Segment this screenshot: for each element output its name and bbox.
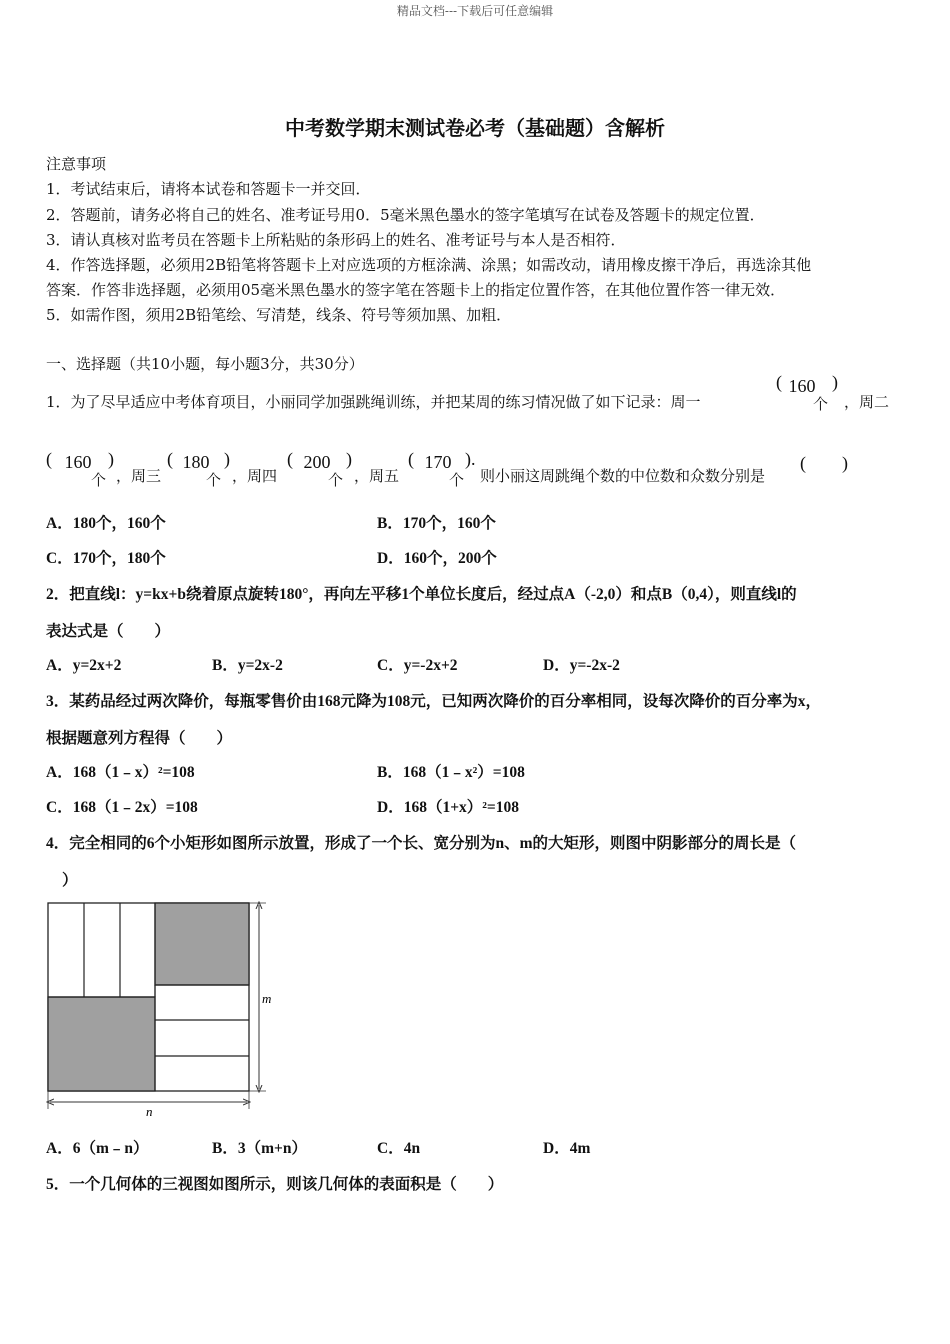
q4-option-b[interactable]: B．3（m+n）: [212, 1140, 307, 1157]
label-m: m: [262, 991, 272, 1006]
q1-thursday-open-paren: (: [287, 449, 293, 469]
notice-item: 1．考试结束后，请将本试卷和答题卡一并交回．: [46, 180, 371, 198]
q1-friday-value: 170: [424, 452, 452, 472]
q4-figure: [40, 895, 280, 1120]
notice-item: 3．请认真核对监考员在答题卡上所粘贴的条形码上的姓名、准考证号与本人是否相符．: [46, 231, 626, 249]
q1-tuesday-value: 160: [64, 452, 92, 472]
q4-option-c[interactable]: C．4n: [377, 1140, 421, 1157]
q1-stem: 1．为了尽早适应中考体育项目，小丽同学加强跳绳训练，并把某周的练习情况做了如下记录：周一: [46, 393, 701, 411]
q2-option-c[interactable]: C．y=-2x+2: [377, 657, 458, 674]
q3-stem-line2: 根据题意列方程得（ ）: [46, 730, 233, 747]
q1-wednesday-label: ，周三: [116, 467, 162, 485]
q1-friday-fraction: [412, 452, 464, 490]
notice-item: 答案．作答非选择题，必须用05毫米黑色墨水的签字笔在答题卡上的指定位置作答，在其他位置作答一律无效．: [46, 281, 786, 299]
q2-option-b[interactable]: B．y=2x-2: [212, 657, 283, 674]
q2-option-d[interactable]: D．y=-2x-2: [543, 657, 620, 674]
q1-answer-blank: ( ): [800, 453, 848, 473]
q1-tuesday-unit: 个: [90, 473, 106, 489]
q1-tuesday-fraction: [50, 452, 106, 490]
q1-wednesday-open-paren: (: [167, 449, 173, 469]
q4-stem-line1: 4．完全相同的6个小矩形如图所示放置，形成了一个长、宽分别为n、m的大矩形，则图中阴影部分的周长是（: [46, 835, 797, 852]
q4-option-d[interactable]: D．4m: [543, 1140, 591, 1157]
notice-item: 4．作答选择题，必须用2B铅笔将答题卡上对应选项的方框涂满、涂黑；如需改动，请用橡皮擦干净后，再选涂其他: [46, 256, 812, 274]
q1-tuesday-open-paren: (: [46, 449, 52, 469]
q1-friday-unit: 个: [448, 473, 464, 489]
q1-wednesday-fraction: [171, 452, 221, 490]
q2-stem-line1: 2．把直线l：y=kx+b绕着原点旋转180°，再向左平移1个单位长度后，经过点A（-2,0）和点B（0,4），则直线l的: [46, 586, 797, 603]
q1-wednesday-close-paren: ): [224, 449, 230, 469]
notice-item: 5．如需作图，须用2B铅笔绘、写清楚，线条、符号等须加黑、加粗．: [46, 306, 512, 324]
q2-stem-line2: 表达式是（ ）: [46, 623, 171, 640]
label-n: n: [146, 1104, 153, 1119]
q3-stem-line1: 3．某药品经过两次降价，每瓶零售价由168元降为108元，已知两次降价的百分率相同，设每次降价的百分率为x，: [46, 693, 822, 710]
notice-item: 2．答题前，请务必将自己的姓名、准考证号用0．5毫米黑色墨水的签字笔填写在试卷及答题卡的规定位置．: [46, 206, 765, 224]
q1-friday-close-paren: ).: [465, 449, 476, 469]
q3-option-b[interactable]: B．168（1﹣x²）=108: [377, 764, 525, 781]
q1-friday-label: ，周五: [354, 467, 400, 485]
q1-monday-close-paren: ): [832, 372, 838, 392]
q1-option-c[interactable]: C．170个，180个: [46, 550, 166, 567]
q1-stem-tuesday: ，周二: [844, 393, 890, 411]
q4-option-a[interactable]: A．6（m﹣n）: [46, 1140, 149, 1157]
shaded-region-top-right: [155, 903, 249, 985]
q1-monday-unit: 个: [812, 397, 828, 413]
q1-thursday-fraction: [291, 452, 343, 490]
q1-monday-fraction: [776, 376, 828, 414]
q1-friday-open-paren: (: [408, 449, 414, 469]
section-title: 一、选择题（共10小题，每小题3分，共30分）: [46, 355, 364, 373]
q1-wednesday-unit: 个: [205, 473, 221, 489]
notice-heading: 注意事项: [46, 155, 107, 173]
q1-tuesday-close-paren: ): [108, 449, 114, 469]
page-header: 精品文档---下载后可任意编辑: [396, 4, 554, 18]
page-title: 中考数学期末测试卷必考（基础题）含解析: [285, 116, 665, 140]
q1-thursday-close-paren: ): [346, 449, 352, 469]
q1-option-a[interactable]: A．180个，160个: [46, 515, 166, 532]
q5-stem: 5．一个几何体的三视图如图所示，则该几何体的表面积是（ ）: [46, 1176, 504, 1193]
shaded-region-bottom-left: [48, 997, 155, 1091]
q1-thursday-label: ，周四: [232, 467, 278, 485]
q1-stem-end: 则小丽这周跳绳个数的中位数和众数分别是: [480, 467, 766, 485]
q1-wednesday-value: 180: [182, 452, 210, 472]
q3-option-c[interactable]: C．168（1﹣2x）=108: [46, 799, 198, 816]
q1-option-d[interactable]: D．160个，200个: [377, 550, 497, 567]
q2-option-a[interactable]: A．y=2x+2: [46, 657, 122, 674]
q3-option-d[interactable]: D．168（1+x）²=108: [377, 799, 520, 816]
q3-option-a[interactable]: A．168（1﹣x）²=108: [46, 764, 195, 781]
q1-monday-value: 160: [788, 376, 816, 396]
q4-stem-line2: ）: [62, 872, 78, 889]
q1-thursday-value: 200: [303, 452, 331, 472]
q1-option-b[interactable]: B．170个，160个: [377, 515, 496, 532]
q1-monday-open-paren: (: [776, 372, 782, 392]
q1-thursday-unit: 个: [327, 473, 343, 489]
